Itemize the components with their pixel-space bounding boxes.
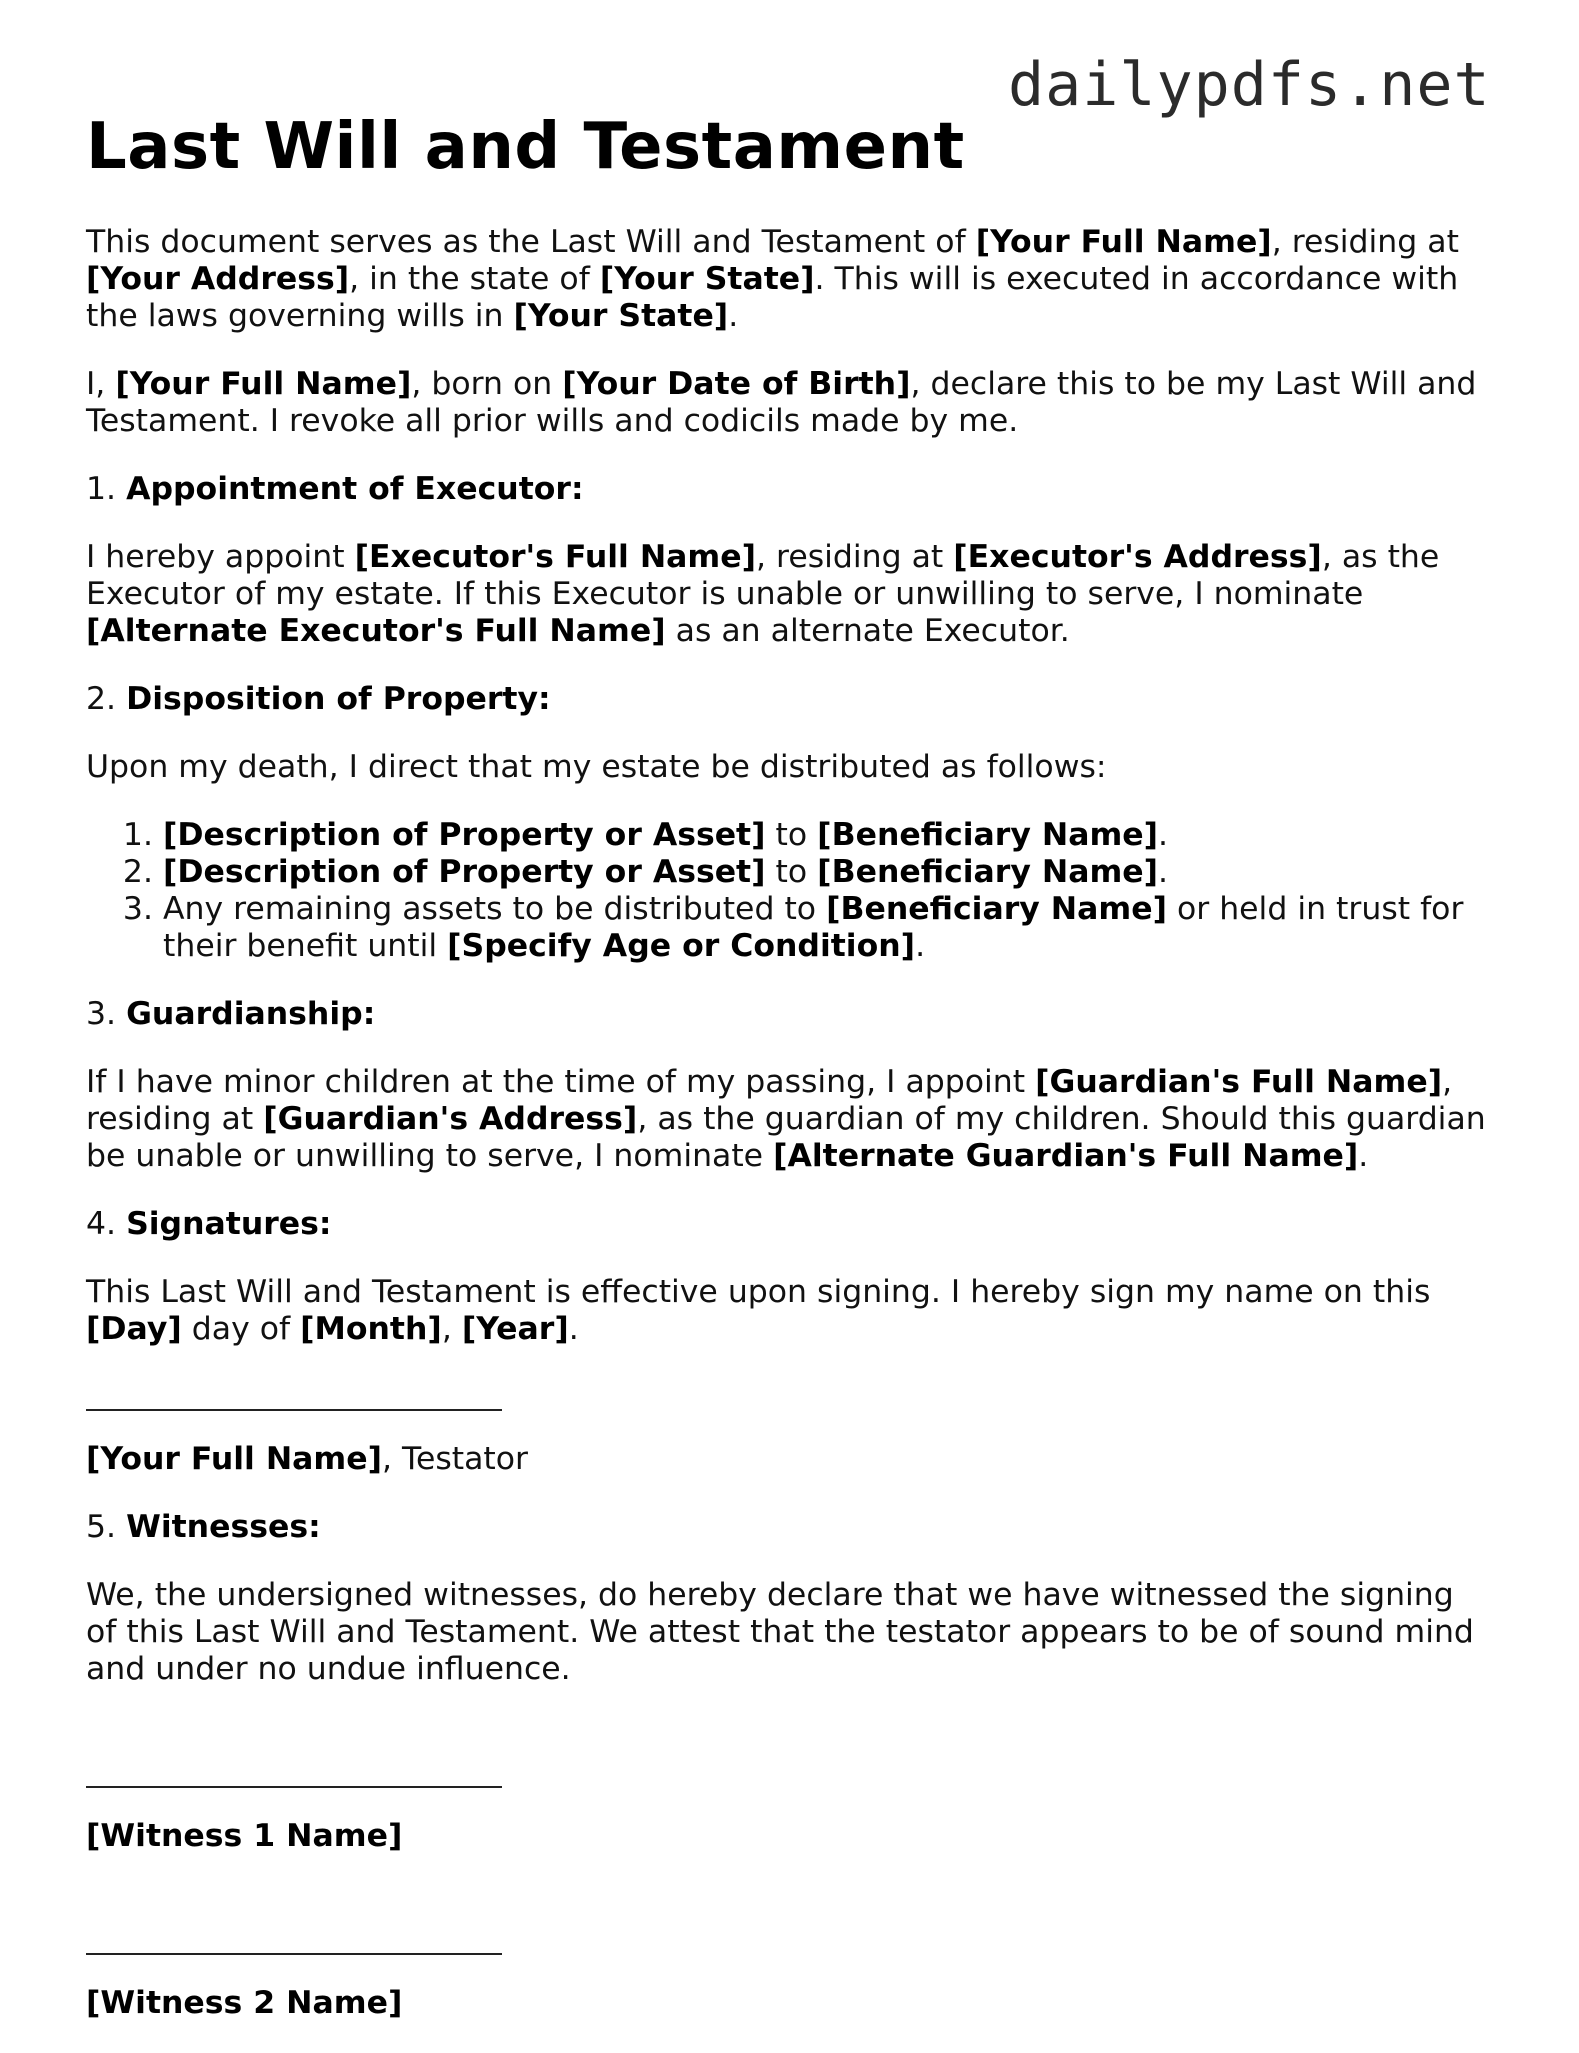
asset-text: to <box>765 854 818 890</box>
asset-text: . <box>1158 854 1169 890</box>
guardianship-text: , residing at <box>86 1064 1453 1137</box>
placeholder-age-condition: [Specify Age or Condition] <box>447 928 916 964</box>
placeholder-asset: [Description of Property or Asset] <box>163 817 766 853</box>
section-4-heading <box>86 1206 1486 1243</box>
document-body <box>86 224 1486 2022</box>
asset-text: . <box>915 928 926 964</box>
placeholder-full-name: [Your Full Name] <box>115 366 412 402</box>
placeholder-state: [Your State] <box>599 261 815 297</box>
section-number: 1. <box>86 471 127 507</box>
intro-paragraph <box>86 224 1486 335</box>
list-item <box>163 817 1486 854</box>
placeholder-beneficiary: [Beneficiary Name] <box>817 817 1159 853</box>
executor-text: I hereby appoint <box>86 539 355 575</box>
placeholder-year: [Year] <box>461 1311 569 1347</box>
list-item <box>163 891 1486 965</box>
document-title: Last Will and Testament <box>86 110 965 184</box>
placeholder-asset: [Description of Property or Asset] <box>163 854 766 890</box>
placeholder-month: [Month] <box>300 1311 442 1347</box>
section-title: Guardianship: <box>126 996 376 1032</box>
placeholder-witness-2: [Witness 2 Name] <box>86 1985 403 2021</box>
declaration-paragraph <box>86 366 1486 440</box>
placeholder-address: [Your Address] <box>86 261 350 297</box>
testator-signer <box>86 1441 1486 1478</box>
witness-2-name <box>86 1985 1486 2022</box>
executor-text: , as the Executor of my estate. If this Executor is unable or unwilling to serve, I nominate <box>86 539 1440 612</box>
placeholder-full-name: [Your Full Name] <box>86 1441 383 1477</box>
executor-text: as an alternate Executor. <box>665 613 1070 649</box>
declaration-text: , declare this to be my Last Will and Testament. I revoke all prior wills and codicils made by me. <box>86 366 1477 439</box>
testator-signature-line[interactable] <box>86 1379 502 1411</box>
declaration-text: , born on <box>411 366 563 402</box>
section-5-heading <box>86 1509 1486 1546</box>
guardianship-text: . <box>1358 1138 1369 1174</box>
executor-text: , residing at <box>756 539 954 575</box>
guardianship-text: , as the guardian of my children. Should this guardian be unable or unwilling to serve, I nominate <box>86 1101 1486 1174</box>
intro-text: This document serves as the Last Will and Testament of <box>86 224 976 260</box>
signature-text: . <box>568 1311 579 1347</box>
asset-text: to <box>765 817 818 853</box>
witness-2-signature-line[interactable] <box>86 1923 502 1955</box>
document-page <box>86 107 1486 2053</box>
placeholder-state: [Your State] <box>513 298 729 334</box>
asset-text: . <box>1158 817 1169 853</box>
signature-text: day of <box>181 1311 301 1347</box>
placeholder-guardian-address: [Guardian's Address] <box>263 1101 638 1137</box>
section-number: 2. <box>86 681 127 717</box>
placeholder-alternate-executor: [Alternate Executor's Full Name] <box>86 613 666 649</box>
intro-text: . This will is executed in accordance with the laws governing wills in <box>86 261 1459 334</box>
intro-text: , in the state of <box>349 261 600 297</box>
signature-paragraph <box>86 1274 1486 1348</box>
executor-paragraph <box>86 539 1486 650</box>
intro-text: . <box>728 298 739 334</box>
guardianship-paragraph <box>86 1064 1486 1175</box>
witness-1-name <box>86 1818 1486 1855</box>
placeholder-alternate-guardian: [Alternate Guardian's Full Name] <box>773 1138 1359 1174</box>
witness-1-signature-line[interactable] <box>86 1756 502 1788</box>
signature-text: , <box>441 1311 462 1347</box>
section-title: Appointment of Executor: <box>126 471 584 507</box>
section-3-heading <box>86 996 1486 1033</box>
placeholder-guardian-name: [Guardian's Full Name] <box>1035 1064 1443 1100</box>
placeholder-date-of-birth: [Your Date of Birth] <box>562 366 911 402</box>
placeholder-full-name: [Your Full Name] <box>975 224 1272 260</box>
site-watermark: dailypdfs.net <box>1008 50 1491 120</box>
section-1-heading <box>86 471 1486 508</box>
section-2-heading <box>86 681 1486 718</box>
placeholder-beneficiary: [Beneficiary Name] <box>817 854 1159 890</box>
section-number: 3. <box>86 996 127 1032</box>
signature-text: This Last Will and Testament is effective upon signing. I hereby sign my name on this <box>86 1274 1431 1310</box>
placeholder-executor-name: [Executor's Full Name] <box>354 539 757 575</box>
section-title: Signatures: <box>126 1206 332 1242</box>
list-item <box>163 854 1486 891</box>
declaration-text: I, <box>86 366 116 402</box>
section-number: 4. <box>86 1206 127 1242</box>
placeholder-beneficiary: [Beneficiary Name] <box>826 891 1167 927</box>
section-title: Disposition of Property: <box>126 681 551 717</box>
section-number: 5. <box>86 1509 127 1545</box>
placeholder-day: [Day] <box>86 1311 182 1347</box>
asset-text: or held in trust for their benefit until <box>163 891 1464 964</box>
witness-paragraph: We, the undersigned witnesses, do hereby declare that we have witnessed the signing of this Last Will and Testament. We attest that the testator appears to be of sound mind and under no undue influence. <box>86 1577 1474 1687</box>
asset-text: Any remaining assets to be distributed to <box>163 891 827 927</box>
placeholder-executor-address: [Executor's Address] <box>953 539 1322 575</box>
disposition-intro: Upon my death, I direct that my estate be distributed as follows: <box>86 749 1107 785</box>
asset-list <box>86 817 1486 965</box>
placeholder-witness-1: [Witness 1 Name] <box>86 1818 403 1854</box>
section-title: Witnesses: <box>126 1509 321 1545</box>
guardianship-text: If I have minor children at the time of my passing, I appoint <box>86 1064 1036 1100</box>
intro-text: , residing at <box>1271 224 1459 260</box>
signer-role: , Testator <box>382 1441 528 1477</box>
